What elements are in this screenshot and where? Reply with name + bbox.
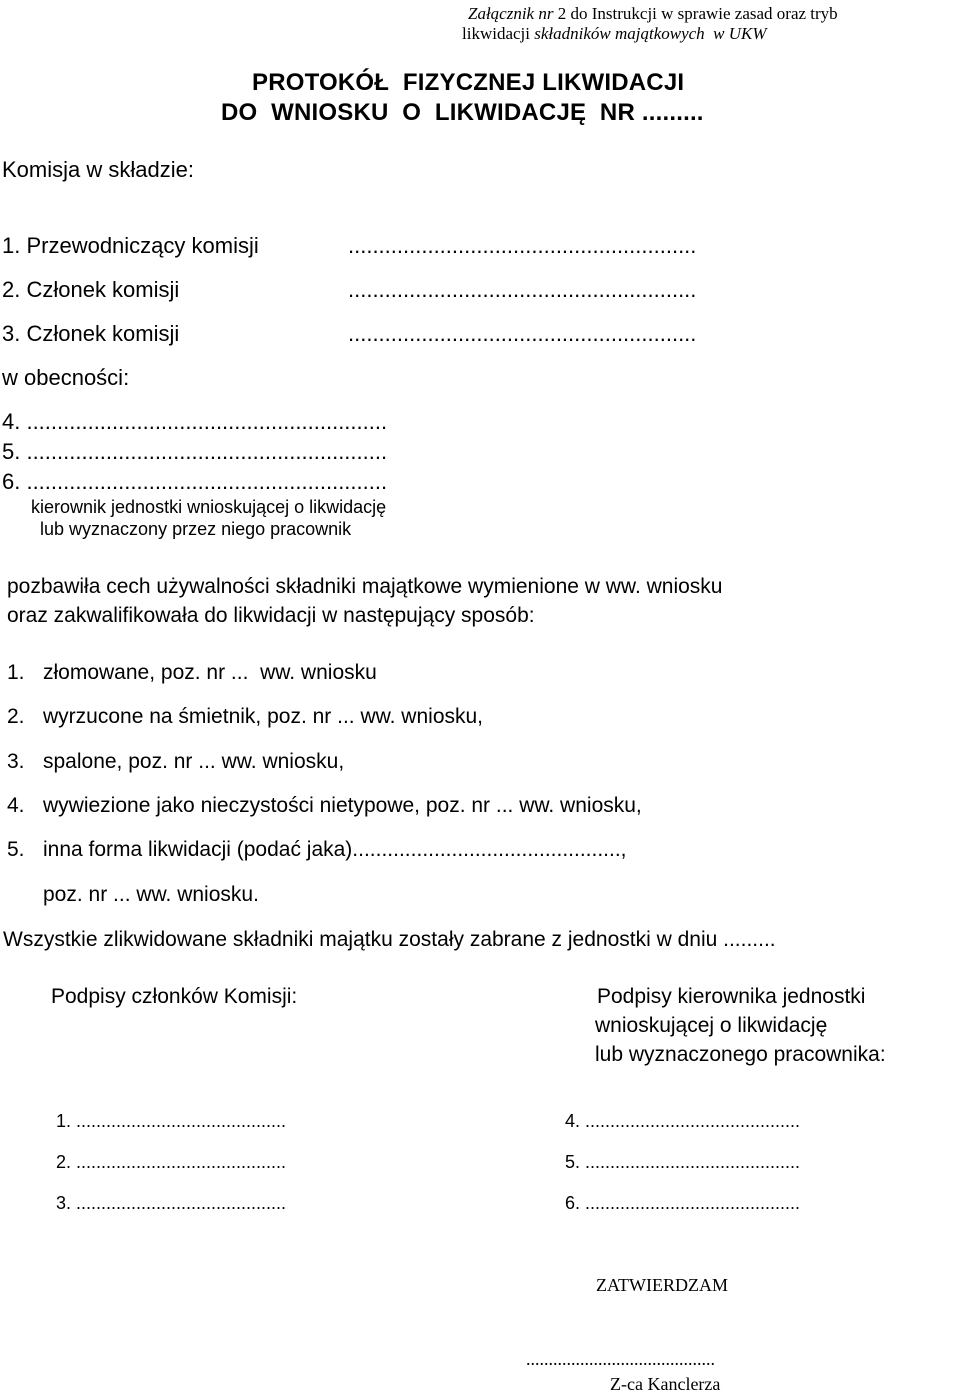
intro-line-1: pozbawiła cech używalności składniki majątkowe wymienione w ww. wniosku	[7, 575, 723, 598]
annex-text-1: 2 do Instrukcji w sprawie zasad oraz tryb	[553, 4, 838, 23]
method-1-number: 1.	[7, 661, 25, 684]
presence-label: w obecności:	[2, 365, 130, 390]
manager-signature-label-1: Podpisy kierownika jednostki	[597, 985, 866, 1008]
approval-title: Z-ca Kanclerza	[610, 1374, 721, 1394]
summary-line: Wszystkie zlikwidowane składniki majątku zostały zabrane z jednostki w dniu .........	[3, 928, 776, 951]
member-1-blank: .........................................................	[348, 233, 697, 258]
protocol-title-line2: DO WNIOSKU O LIKWIDACJĘ NR .........	[221, 99, 704, 126]
intro-line-2: oraz zakwalifikowała do likwidacji w następujący sposób:	[7, 604, 535, 627]
annex-text-2: likwidacji	[462, 24, 530, 43]
member-3-blank: .........................................................	[348, 321, 697, 346]
signature-line-6: 6. ...........................................	[565, 1193, 801, 1213]
signature-line-1: 1. ..........................................	[56, 1111, 287, 1131]
member-2-role: 2. Członek komisji	[2, 277, 180, 302]
manager-signature-label-3: lub wyznaczonego pracownika:	[595, 1043, 886, 1066]
method-4-text: wywiezione jako nieczystości nietypowe, poz. nr ... ww. wniosku,	[43, 794, 642, 817]
signature-line-5: 5. ...........................................	[565, 1152, 801, 1172]
annex-number-label: Załącznik nr	[468, 4, 554, 23]
method-1-text: złomowane, poz. nr ... ww. wniosku	[43, 661, 377, 684]
annex-text-3: składników majątkowych w UKW	[529, 24, 767, 43]
present-4: 4. ...........................................................	[2, 409, 388, 434]
method-2-text: wyrzucone na śmietnik, poz. nr ... ww. wniosku,	[43, 705, 484, 728]
present-note-1: kierownik jednostki wnioskującej o likwidację	[31, 497, 387, 517]
commission-signatures-label: Podpisy członków Komisji:	[51, 985, 298, 1008]
method-5-text: inna forma likwidacji (podać jaka)..............................................,	[43, 838, 627, 861]
annex-header-line1	[468, 5, 838, 22]
approval-label: ZATWIERDZAM	[596, 1275, 728, 1295]
protocol-title-line1: PROTOKÓŁ FIZYCZNEJ LIKWIDACJI	[252, 69, 685, 96]
signature-line-2: 2. ..........................................	[56, 1152, 287, 1172]
present-6: 6. ...........................................................	[2, 469, 388, 494]
method-3-text: spalone, poz. nr ... ww. wniosku,	[43, 750, 345, 773]
method-4-number: 4.	[7, 794, 25, 817]
member-1-role: 1. Przewodniczący komisji	[2, 233, 259, 258]
commission-label: Komisja w składzie:	[2, 157, 194, 182]
signature-line-4: 4. ...........................................	[565, 1111, 801, 1131]
approval-signature-blank: ..........................................	[526, 1349, 715, 1369]
method-3-number: 3.	[7, 750, 25, 773]
method-5-number: 5.	[7, 838, 25, 861]
annex-header-line2	[462, 25, 767, 42]
present-note-2: lub wyznaczony przez niego pracownik	[40, 519, 352, 539]
member-3-role: 3. Członek komisji	[2, 321, 180, 346]
present-5: 5. ...........................................................	[2, 439, 388, 464]
member-2-blank: .........................................................	[348, 277, 697, 302]
method-2-number: 2.	[7, 705, 25, 728]
method-5-continuation: poz. nr ... ww. wniosku.	[43, 883, 259, 906]
manager-signature-label-2: wnioskującej o likwidację	[595, 1014, 828, 1037]
signature-line-3: 3. ..........................................	[56, 1193, 287, 1213]
